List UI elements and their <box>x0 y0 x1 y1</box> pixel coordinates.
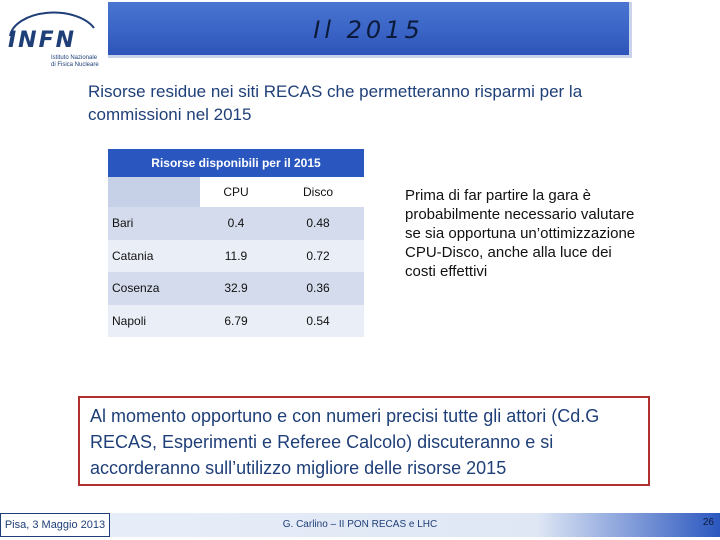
site-name: Catania <box>108 240 200 273</box>
resources-grid <box>108 177 364 337</box>
table-title: Risorse disponibili per il 2015 <box>108 149 364 177</box>
title-banner <box>108 2 632 58</box>
header-disco: Disco <box>272 177 364 207</box>
logo-wordmark: INFN <box>8 28 77 53</box>
table-row <box>108 240 364 273</box>
site-name: Napoli <box>108 305 200 338</box>
site-name: Cosenza <box>108 272 200 305</box>
table-row <box>108 305 364 338</box>
resources-table <box>108 149 364 337</box>
header-blank-cell <box>108 177 200 207</box>
side-note: Prima di far partire la gara è probabilmente necessario valutare se sia opportuna un’ottimizzazione CPU-Disco, anche alla luce dei costi effettivi <box>405 187 636 280</box>
footer-author: G. Carlino – II PON RECAS e LHC <box>282 519 438 530</box>
slide-subtitle: Risorse residue nei siti RECAS che permetteranno risparmi per la commissioni nel 2015 <box>88 82 583 124</box>
logo-subtitle: Istituto Nazionale di Fisica Nucleare <box>51 55 99 68</box>
disco-value: 0.72 <box>272 240 364 273</box>
site-name: Bari <box>108 207 200 240</box>
footer-date: Pisa, 3 Maggio 2013 <box>0 513 110 537</box>
cpu-value: 32.9 <box>200 272 272 305</box>
cpu-value: 0.4 <box>200 207 272 240</box>
disco-value: 0.48 <box>272 207 364 240</box>
page-number: 26 <box>702 517 714 528</box>
disco-value: 0.54 <box>272 305 364 338</box>
table-header-row <box>108 177 364 207</box>
header-cpu: CPU <box>200 177 272 207</box>
disco-value: 0.36 <box>272 272 364 305</box>
slide-title: Il 2015 <box>313 16 424 44</box>
table-row <box>108 207 364 240</box>
cpu-value: 6.79 <box>200 305 272 338</box>
cpu-value: 11.9 <box>200 240 272 273</box>
infn-logo <box>6 6 98 68</box>
table-row <box>108 272 364 305</box>
callout-box: Al momento opportuno e con numeri precisi tutte gli attori (Cd.G RECAS, Esperimenti e Referee Calcolo) discuteranno e si accorderanno sull’utilizzo migliore delle risorse 2015 <box>78 396 650 486</box>
